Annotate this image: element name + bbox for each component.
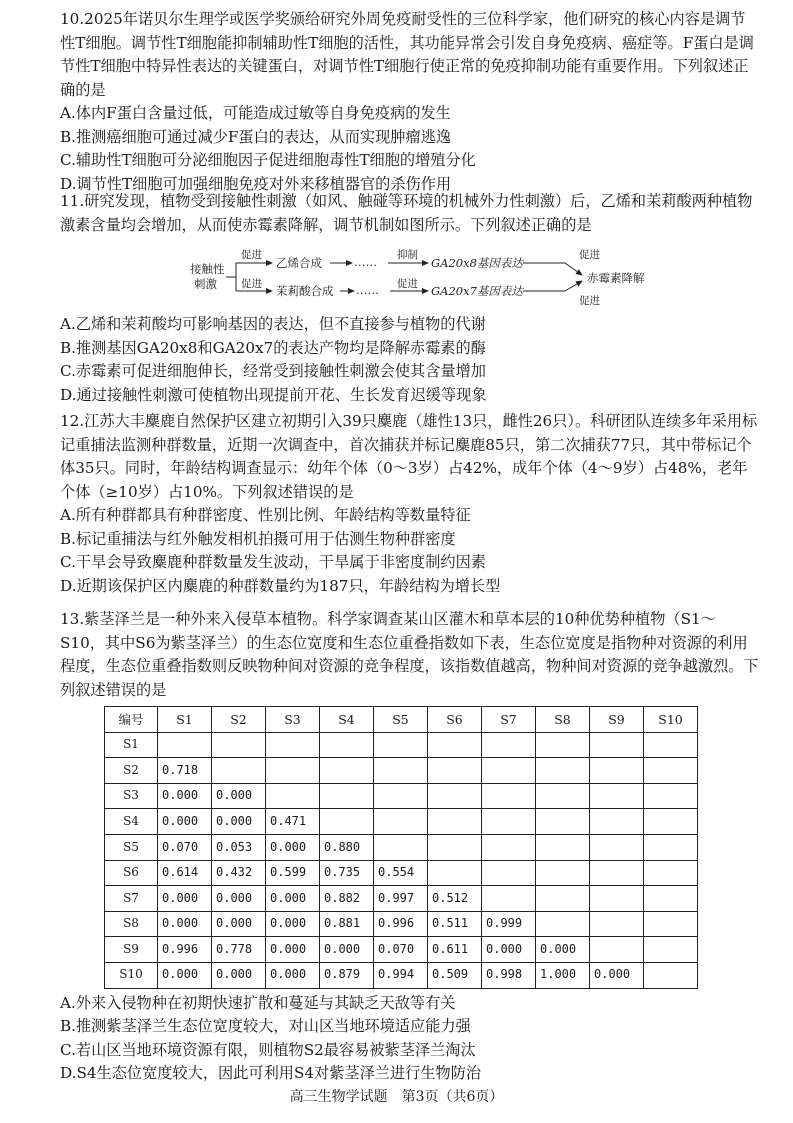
promote-arrow-ga20x7 <box>565 281 582 291</box>
table-cell: 0.614 <box>158 860 212 886</box>
question-12-stem <box>60 410 760 504</box>
table-cell <box>374 809 428 835</box>
question-13 <box>60 608 760 1086</box>
column-header: S4 <box>320 707 374 733</box>
table-body <box>105 732 698 988</box>
table-cell: 0.053 <box>212 834 266 860</box>
table-cell: 0.000 <box>266 886 320 912</box>
promote-label-lower: 促进 <box>241 278 262 290</box>
table-row <box>105 834 698 860</box>
table-header-row <box>105 707 698 733</box>
table-cell <box>266 783 320 809</box>
table-cell: 0.000 <box>158 962 212 988</box>
table-cell: 0.000 <box>158 911 212 937</box>
question-stem-text: 2025年诺贝尔生理学或医学奖颁给研究外周免疫耐受性的三位科学家，他们研究的核心内容是调节性T细胞。调节性T细胞能抑制辅助性T细胞的活性，其功能异常会引发自身免疫病、癌症等。F蛋白是调节性T细胞中特异性表达的关键蛋白，对调节性T细胞行使正常的免疫抑制功能有重要作用。下列叙述正确的是 <box>60 10 754 99</box>
table-cell <box>590 809 644 835</box>
table-row <box>105 860 698 886</box>
table-cell: 0.511 <box>428 911 482 937</box>
table-row <box>105 962 698 988</box>
table-cell: 0.997 <box>374 886 428 912</box>
question-number: 13. <box>60 610 85 628</box>
table-cell <box>212 732 266 758</box>
gibberellin-degradation: 赤霉素降解 <box>587 271 645 285</box>
promote-label-upper: 促进 <box>241 249 262 261</box>
table-cell: 0.000 <box>590 962 644 988</box>
table-cell: 0.999 <box>482 911 536 937</box>
table-cell: 0.000 <box>212 962 266 988</box>
option-d: D.近期该保护区内麋鹿的种群数量约为187只，年龄结构为增长型 <box>60 576 501 595</box>
question-stem-text: 研究发现，植物受到接触性刺激（如风、触碰等环境的机械外力性刺激）后，乙烯和茉莉酸两种植物激素含量均会增加，从而使赤霉素降解，调节机制如图所示。下列叙述正确的是 <box>60 192 753 234</box>
row-header: S6 <box>105 860 158 886</box>
table-cell: 0.000 <box>266 911 320 937</box>
jasmonic-acid-synthesis: 茉莉酸合成 <box>276 284 334 298</box>
table-cell: 0.718 <box>158 758 212 784</box>
table-row <box>105 809 698 835</box>
table-cell <box>320 758 374 784</box>
option-b: B.推测癌细胞可通过减少F蛋白的表达，从而实现肿瘤逃逸 <box>60 127 452 146</box>
question-number: 11. <box>60 192 85 210</box>
table-cell <box>590 937 644 963</box>
column-header: S8 <box>536 707 590 733</box>
table-cell <box>374 758 428 784</box>
option-c: C.干旱会导致麋鹿种群数量发生波动，干旱属于非密度制约因素 <box>60 553 486 571</box>
table-cell: 0.000 <box>158 886 212 912</box>
table-row <box>105 886 698 912</box>
table-cell <box>482 834 536 860</box>
table-cell <box>590 886 644 912</box>
row-header: S8 <box>105 911 158 937</box>
table-cell <box>482 809 536 835</box>
option-b: B.推测紫茎泽兰生态位宽度较大，对山区当地环境适应能力强 <box>60 1017 471 1036</box>
gene-ga20x7-expression: GA20x7基因表达 <box>431 284 523 298</box>
table-cell: 0.996 <box>374 911 428 937</box>
column-header: S2 <box>212 707 266 733</box>
table-cell <box>590 758 644 784</box>
table-cell <box>644 834 698 860</box>
table-cell: 0.070 <box>374 937 428 963</box>
question-number: 10. <box>60 10 85 28</box>
table-cell: 0.611 <box>428 937 482 963</box>
table-cell <box>266 732 320 758</box>
table-cell <box>590 783 644 809</box>
table-cell <box>212 758 266 784</box>
table-cell <box>644 758 698 784</box>
table-cell <box>428 783 482 809</box>
promote-label-ga20x8: 促进 <box>579 249 600 261</box>
gene-ga20x8-expression: GA20x8基因表达 <box>431 256 523 270</box>
table-cell: 0.994 <box>374 962 428 988</box>
table-cell <box>536 809 590 835</box>
table-cell <box>644 860 698 886</box>
table-cell: 0.880 <box>320 834 374 860</box>
table-cell <box>644 886 698 912</box>
option-c: C.赤霉素可促进细胞伸长，经常受到接触性刺激会使其含量增加 <box>60 362 486 380</box>
option-d: D.S4生态位宽度较大，因此可利用S4对紫茎泽兰进行生物防治 <box>60 1064 482 1083</box>
promote-label-jasmonic: 促进 <box>397 278 418 290</box>
table-cell <box>644 911 698 937</box>
table-cell <box>374 834 428 860</box>
table-cell: 0.000 <box>320 937 374 963</box>
table-cell <box>644 937 698 963</box>
table-row <box>105 758 698 784</box>
table-cell: 0.778 <box>212 937 266 963</box>
table-cell: 0.512 <box>428 886 482 912</box>
option-d: D.调节性T细胞可加强细胞免疫对外来移植器官的杀伤作用 <box>60 174 452 193</box>
table-cell <box>320 783 374 809</box>
table-cell: 0.000 <box>536 937 590 963</box>
table-cell <box>266 758 320 784</box>
table-row <box>105 911 698 937</box>
question-12 <box>60 410 760 598</box>
table-cell <box>428 732 482 758</box>
table-cell <box>644 809 698 835</box>
dots-upper: …… <box>354 255 377 269</box>
inhibit-label: 抑制 <box>397 249 418 261</box>
table-cell: 0.879 <box>320 962 374 988</box>
table-cell <box>536 783 590 809</box>
table-cell: 0.509 <box>428 962 482 988</box>
table-cell: 0.998 <box>482 962 536 988</box>
table-cell: 0.000 <box>212 809 266 835</box>
question-10-stem <box>60 8 760 102</box>
table-cell <box>320 732 374 758</box>
table-cell <box>644 962 698 988</box>
table-row <box>105 937 698 963</box>
table-cell: 0.000 <box>482 937 536 963</box>
page-footer: 高三生物学试题 第3页（共6页） <box>289 1089 504 1105</box>
option-a: A.乙烯和茉莉酸均可影响基因的表达，但不直接参与植物的代谢 <box>60 315 486 333</box>
option-a: A.外来入侵物种在初期快速扩散和蔓延与其缺乏天敌等有关 <box>60 993 456 1012</box>
row-header: S5 <box>105 834 158 860</box>
option-c: C.若山区当地环境资源有限，则植物S2最容易被紫茎泽兰淘汰 <box>60 1040 476 1059</box>
table-cell: 0.000 <box>266 834 320 860</box>
row-header: S2 <box>105 758 158 784</box>
promote-label-ga20x7: 促进 <box>579 295 600 305</box>
table-cell <box>428 860 482 886</box>
table-cell <box>536 834 590 860</box>
table-cell: 1.000 <box>536 962 590 988</box>
table-cell <box>644 783 698 809</box>
table-cell <box>536 886 590 912</box>
column-header: S3 <box>266 707 320 733</box>
option-c: C.辅助性T细胞可分泌细胞因子促进细胞毒性T细胞的增殖分化 <box>60 151 476 169</box>
column-header: S5 <box>374 707 428 733</box>
table-cell: 0.554 <box>374 860 428 886</box>
row-header: S7 <box>105 886 158 912</box>
row-header: S4 <box>105 809 158 835</box>
option-a: A.所有种群都具有种群密度、性别比例、年龄结构等数量特征 <box>60 506 471 524</box>
table-cell <box>374 783 428 809</box>
table-cell <box>590 911 644 937</box>
table-cell: 0.735 <box>320 860 374 886</box>
table-cell <box>428 758 482 784</box>
table-row <box>105 783 698 809</box>
table-cell: 0.000 <box>212 886 266 912</box>
dots-lower: …… <box>356 283 379 297</box>
row-header: S3 <box>105 783 158 809</box>
regulation-mechanism-diagram <box>60 247 760 305</box>
question-13-stem <box>60 608 760 702</box>
table-cell <box>482 860 536 886</box>
table-cell: 0.996 <box>158 937 212 963</box>
niche-overlap-table <box>104 706 698 989</box>
table-cell <box>320 809 374 835</box>
question-10 <box>60 8 760 196</box>
table-cell: 0.000 <box>212 783 266 809</box>
option-a: A.体内F蛋白含量过低，可能造成过敏等自身免疫病的发生 <box>60 104 451 122</box>
table-cell <box>536 732 590 758</box>
table-cell: 0.000 <box>158 809 212 835</box>
column-header: S9 <box>590 707 644 733</box>
table-cell <box>536 860 590 886</box>
table-cell: 0.070 <box>158 834 212 860</box>
table-cell <box>590 834 644 860</box>
stimulus-label-line1: 接触性 <box>190 262 225 276</box>
table-cell: 0.000 <box>158 783 212 809</box>
table-cell: 0.881 <box>320 911 374 937</box>
table-cell: 0.432 <box>212 860 266 886</box>
option-b: B.推测基因GA20x8和GA20x7的表达产物均是降解赤霉素的酶 <box>60 338 486 357</box>
column-header: S10 <box>644 707 698 733</box>
table-row <box>105 732 698 758</box>
table-cell: 0.000 <box>266 937 320 963</box>
table-cell <box>158 732 212 758</box>
table-cell: 0.471 <box>266 809 320 835</box>
table-cell <box>536 758 590 784</box>
column-header: S1 <box>158 707 212 733</box>
option-b: B.标记重捕法与红外触发相机拍摄可用于估测生物种群密度 <box>60 529 456 548</box>
table-cell: 0.882 <box>320 886 374 912</box>
row-header: S10 <box>105 962 158 988</box>
table-cell: 0.000 <box>212 911 266 937</box>
table-cell: 0.000 <box>266 962 320 988</box>
ethylene-synthesis: 乙烯合成 <box>276 256 322 270</box>
question-stem-text: 紫茎泽兰是一种外来入侵草本植物。科学家调查某山区灌木和草本层的10种优势种植物（S1～S10，其中S6为紫茎泽兰）的生态位宽度和生态位重叠指数如下表，生态位宽度是指物种对资源的利用程度，生态位重叠指数则反映物种间对资源的竞争程度，该指数值越高，物种间对资源的竞争越激烈。下列叙述错误的是 <box>60 610 759 699</box>
promote-arrow-ga20x8 <box>565 263 582 275</box>
column-header: S6 <box>428 707 482 733</box>
stimulus-label-line2: 刺激 <box>194 277 217 291</box>
question-number: 12. <box>60 412 85 430</box>
column-header: S7 <box>482 707 536 733</box>
option-d: D.通过接触性刺激可使植物出现提前开花、生长发育迟缓等现象 <box>60 385 487 404</box>
question-11 <box>60 190 760 407</box>
table-cell <box>482 783 536 809</box>
table-cell <box>644 732 698 758</box>
table-cell: 0.599 <box>266 860 320 886</box>
table-cell <box>482 758 536 784</box>
table-cell <box>482 886 536 912</box>
table-cell <box>374 732 428 758</box>
diagram-svg <box>60 247 760 305</box>
table-cell <box>482 732 536 758</box>
row-header: S1 <box>105 732 158 758</box>
table-cell <box>428 809 482 835</box>
table-cell <box>428 834 482 860</box>
table-cell <box>590 860 644 886</box>
question-11-stem <box>60 190 760 237</box>
table-corner-header: 编号 <box>105 707 158 733</box>
question-stem-text: 江苏大丰麋鹿自然保护区建立初期引入39只麋鹿（雄性13只，雌性26只）。科研团队连续多年采用标记重捕法监测种群数量，近期一次调查中，首次捕获并标记麋鹿85只，第二次捕获77只，其中带标记个体35只。同时，年龄结构调查显示：幼年个体（0～3岁）占42%，成年个体（4～9岁）占48%，老年个体（≥10岁）占10%。下列叙述错误的是 <box>60 412 758 501</box>
table-cell <box>536 911 590 937</box>
row-header: S9 <box>105 937 158 963</box>
table-cell <box>590 732 644 758</box>
